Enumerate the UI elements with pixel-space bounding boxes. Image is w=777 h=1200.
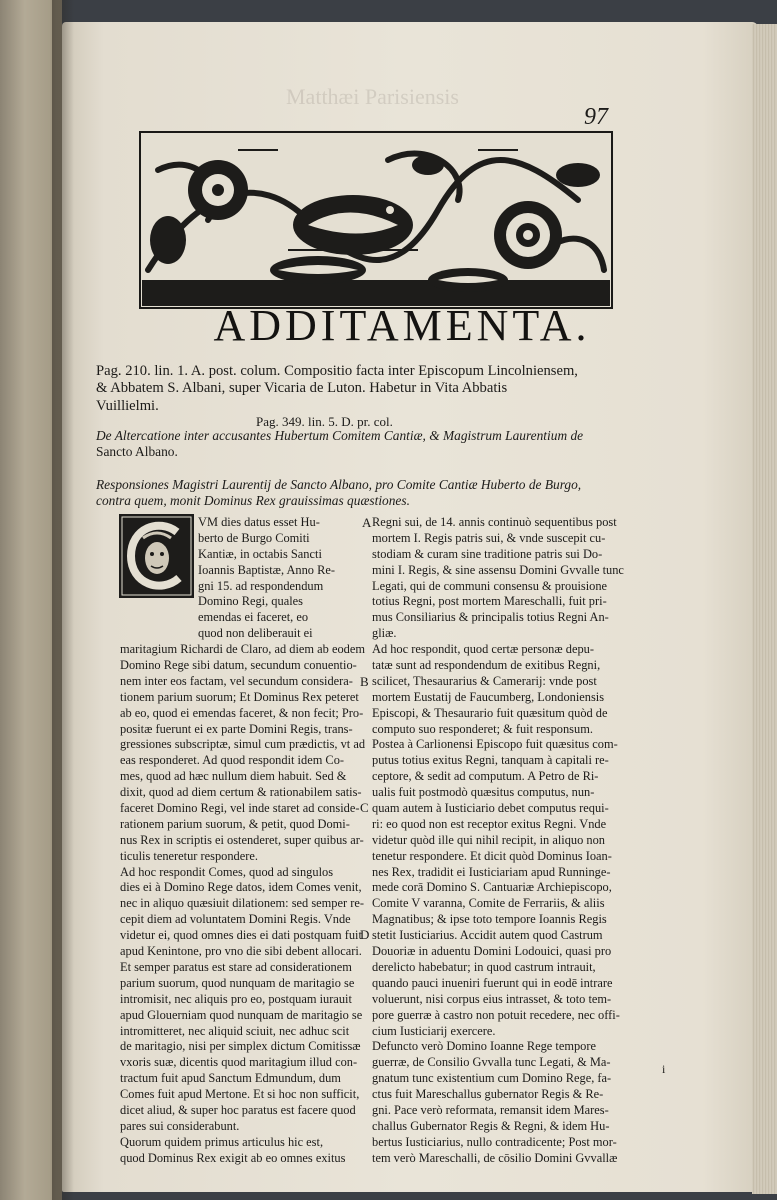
text-line: quando pauci inueniri fuerunt qui in eodē intrare xyxy=(372,975,613,990)
text-line: ualis fuit postmodò quæsitus computus, nun- xyxy=(372,785,595,800)
text-line: Defuncto verò Domino Ioanne Rege tempore xyxy=(372,1039,596,1054)
text-line: mus Consiliarius & principalis totius Regni An- xyxy=(372,610,609,625)
text-line: Et semper paratus est stare ad considerationem xyxy=(120,959,352,974)
note-compositio-line: Pag. 210. lin. 1. A. post. colum. Compositio facta inter Episcopum Lincolniensem, xyxy=(96,363,578,379)
text-line: apud Kenintone, pro vno die sibi debent allocari. xyxy=(120,944,362,959)
text-line: putus totius exitus Regni, tanquam à capitali re- xyxy=(372,753,609,768)
text-line: gressiones subscriptæ, simul cum prædictis, vt ad xyxy=(120,737,366,752)
text-line: challus Gubernator Regis & Regni, & idem Hu- xyxy=(372,1118,610,1133)
text-line: quod Dominus Rex exigit ab eo omnes exitus xyxy=(120,1150,346,1165)
text-line: Kantiæ, in octabis Sancti xyxy=(198,546,322,561)
catchword: i xyxy=(662,1062,666,1076)
text-line: stetit Iusticiarius. Accidit autem quod Castrum xyxy=(372,928,603,943)
note-altercatione-line: Sancto Albano. xyxy=(96,444,178,459)
text-line: gni 15. ad respondendum xyxy=(198,578,324,593)
text-line: bertus Iusticiarius, nullo contradicente; Post mor- xyxy=(372,1134,617,1149)
note-compositio xyxy=(96,363,578,415)
note-altercatione xyxy=(96,428,583,460)
text-line: quam autem à Iusticiario debet computus requi- xyxy=(372,801,609,816)
note-compositio-line: Vuillielmi. xyxy=(96,397,159,414)
text-line: ticulis teneretur respondere. xyxy=(120,848,258,863)
text-line: ab eo, quod ei emendas faceret, & non fecit; Pro- xyxy=(120,705,364,720)
text-line: cepit diem ad voluntatem Domini Regis. Vnde xyxy=(120,912,351,927)
margin-mark-d: D xyxy=(360,927,370,942)
text-line: guerræ, de Consilio Gvvalla tunc Legati, & Ma- xyxy=(372,1055,611,1070)
note-responsiones-line: contra quem, monit Dominus Rex grauissimas quæstiones. xyxy=(96,493,410,508)
text-line: Ioannis Baptistæ, Anno Re- xyxy=(198,562,335,577)
text-line: Comes fuit apud Mertone. Et si hoc non sufficit, xyxy=(120,1087,360,1102)
text-line: mortem I. Regis patris sui, & vnde suscepit cu- xyxy=(372,530,606,545)
text-line: dicet aliud, & super hoc paratus est facere quod xyxy=(120,1102,356,1117)
text-line: berto de Burgo Comiti xyxy=(198,530,310,545)
text-line: Comite V varanna, Comite de Ferrariis, & aliis xyxy=(372,896,605,911)
margin-mark-b: B xyxy=(360,674,369,689)
section-heading: ADDITAMENTA. xyxy=(213,301,591,350)
text-line: nec in aliquo quæsiuit dilationem: sed semper re- xyxy=(120,896,364,911)
book-page xyxy=(62,22,758,1192)
text-line: derelicto habebatur; in quod castrum intrauit, xyxy=(372,959,596,974)
text-line: gnatum tunc existentium cum Domino Rege, fa- xyxy=(372,1071,612,1086)
text-line: Regni sui, de 14. annis continuò sequentibus post xyxy=(372,515,617,529)
text-line: Legati, qui de communi consensu & prouisione xyxy=(372,578,608,593)
text-line: mortem Eustatij de Faucumberg, Londoniensis xyxy=(372,689,605,704)
text-line: Magnatibus; & ipse toto tempore Ioannis Regis xyxy=(372,912,607,927)
text-line: pore guerræ à castro non potuit recedere, nec offi- xyxy=(372,1007,620,1022)
text-line: intromitteret, nec aliquid sciuit, nec adhuc scit xyxy=(120,1023,350,1038)
text-line: mes, quod ad hæc nullum diem habuit. Sed & xyxy=(120,769,347,784)
margin-mark-a: A xyxy=(362,515,372,530)
text-line: Quorum quidem primus articulus hic est, xyxy=(120,1134,324,1149)
text-line: parium suorum, quod nunquam de maritagio se xyxy=(120,975,355,990)
margin-mark-c: C xyxy=(360,800,369,815)
text-line: gliæ. xyxy=(372,626,397,641)
text-line: Domino Rege sibi datum, secundum conuentio- xyxy=(120,658,357,673)
text-line: maritagium Richardi de Claro, ad diem ab eodem xyxy=(120,642,365,657)
text-line: totius Regni, post mortem Mareschalli, fuit pri- xyxy=(372,594,607,609)
text-line: eas responderet. Ad quod respondit idem Co- xyxy=(120,753,345,768)
text-line: tatæ sunt ad respondendum de exitibus Regni, xyxy=(372,658,601,673)
text-line: mini I. Regis, & sine assensu Domini Gvvalle tunc xyxy=(372,562,624,577)
text-line: tenetur respondere. Et dicit quòd Dominus Ioan- xyxy=(372,848,612,863)
text-line: quod non deliberauit ei xyxy=(198,626,313,641)
woodcut-ornament xyxy=(138,130,614,310)
text-line: positæ fuerunt ei ex parte Domini Regis, trans- xyxy=(120,721,353,736)
text-line: emendas ei faceret, eo xyxy=(198,610,309,625)
text-line: dixit, quod ad diem certum & rationabilem satis- xyxy=(120,785,362,800)
text-line: de maritagio, nisi per simplex dictum Comitissæ xyxy=(120,1039,361,1054)
text-line: ctus fuit Mareschallus gubernator Regis & Re- xyxy=(372,1087,604,1102)
text-line: Postea à Carlionensi Episcopo fuit quæsitus com- xyxy=(372,737,618,752)
text-line: scilicet, Thesaurarius & Camerarij: vnde post xyxy=(372,673,597,688)
text-line: computo suo responderet; & fuit responsum. xyxy=(372,721,593,736)
text-line: faceret Domino Regi, vel inde staret ad conside- xyxy=(120,801,360,816)
text-line: tractum fuit apud Sanctum Edmundum, dum xyxy=(120,1071,341,1086)
text-line: gni. Pace verò reformata, remansit idem Mares- xyxy=(372,1102,609,1117)
text-line: cium Iusticiarij exercere. xyxy=(372,1023,496,1038)
text-line: dies ei à Domino Rege datos, idem Comes venit, xyxy=(120,880,362,895)
text-line: Episcopi, & Thesaurario fuit quæsitum quòd de xyxy=(372,705,608,720)
text-line: Domino Regi, quales xyxy=(198,594,303,609)
page-fore-edge xyxy=(752,24,777,1194)
note-altercatione-ref: Pag. 349. lin. 5. D. pr. col. xyxy=(256,414,393,429)
text-line: nem inter eos factam, vel secundum considera- xyxy=(120,673,353,688)
text-line: ri: eo quod non est receptor exitus Regni. Vnde xyxy=(372,816,607,831)
text-line: tionem parium suorum; Et Dominus Rex peteret xyxy=(120,689,359,704)
text-line: intromisit, nec aliquis pro eo, postquam iurauit xyxy=(120,991,352,1006)
text-line: mede corā Domino S. Cantuariæ Archiepiscopo, xyxy=(372,880,612,895)
text-line: apud Glouerniam quod nunquam de maritagio se xyxy=(120,1007,363,1022)
text-line: rationem parium suorum, & petit, quod Domi- xyxy=(120,816,350,831)
text-line: pares sui considerabunt. xyxy=(120,1118,240,1133)
text-line: voluerunt, nisi corpus eius intrasset, & toto tem- xyxy=(372,991,612,1006)
note-compositio-line: & Abbatem S. Albani, super Vicaria de Luton. Habetur in Vita Abbatis xyxy=(96,380,508,397)
page-number: 97 xyxy=(584,104,608,130)
left-text-column xyxy=(120,515,366,1167)
text-line: Douoriæ in aduentu Domini Lodouici, quasi pro xyxy=(372,944,612,959)
right-text-column xyxy=(372,515,672,1167)
gutter-shadow xyxy=(52,0,74,1200)
text-line: Ad hoc respondit, quod certæ personæ depu- xyxy=(372,642,594,657)
running-head: Matthæi Parisiensis xyxy=(286,84,459,109)
text-line: nes Rex, tradidit ei Iusticiariam apud Runninge- xyxy=(372,864,611,879)
text-line: stodiam & curam sine traditione patris sui Do- xyxy=(372,546,603,561)
text-line: tem verò Mareschalli, de cōsilio Domini Gvvallæ xyxy=(372,1150,618,1165)
text-line: VM dies datus esset Hu- xyxy=(198,515,320,529)
note-responsiones-line: Responsiones Magistri Laurentij de Sancto Albano, pro Comite Cantiæ Huberto de Burgo, xyxy=(96,477,582,492)
text-line: nus Rex in scriptis ei ostenderet, super quibus ar- xyxy=(120,832,364,847)
text-line: ceptore, & sedit ad computum. A Petro de Ri- xyxy=(372,769,599,784)
note-responsiones xyxy=(96,477,581,509)
text-line: videtur quòd ille qui nihil recipit, in aliquo non xyxy=(372,832,605,847)
text-line: videtur ei, quod omnes dies ei dati postquam fuit xyxy=(120,928,362,943)
text-line: Ad hoc respondit Comes, quod ad singulos xyxy=(120,864,334,879)
note-altercatione-line: De Altercatione inter accusantes Hubertum Comitem Cantiæ, & Magistrum Laurentium de xyxy=(96,428,584,443)
text-line: vxoris suæ, dicentis quod maritagium illud con- xyxy=(120,1055,358,1070)
